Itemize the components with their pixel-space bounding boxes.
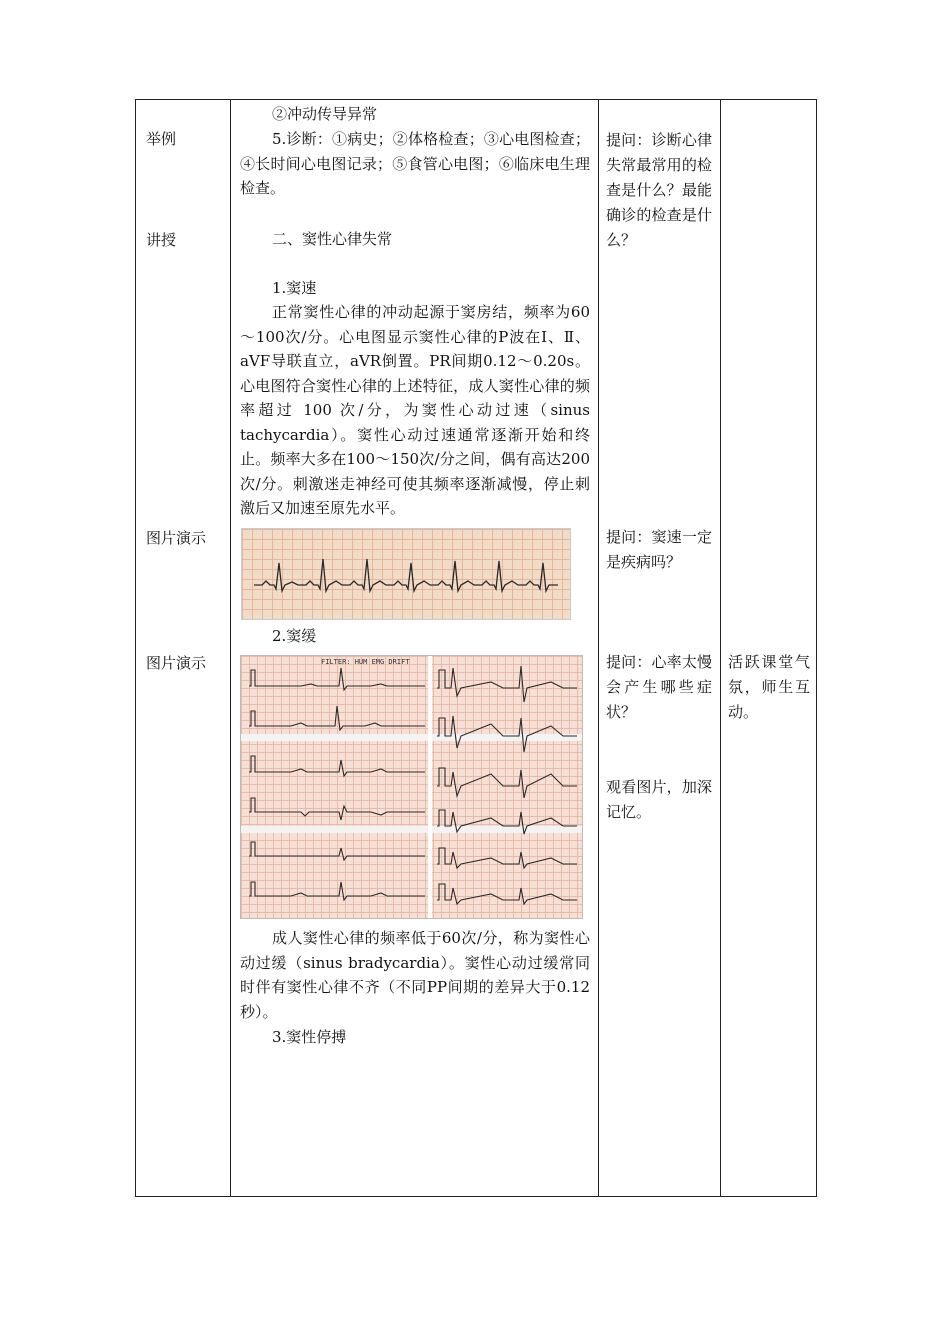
conduction-line: ②冲动传导异常 (272, 105, 378, 123)
ecg-bradycardia-image (240, 655, 583, 919)
subsection-title-sinus-arrest: 3.窦性停搏 (272, 1028, 347, 1046)
ecg-tachycardia-image (241, 528, 571, 620)
diagnosis-paragraph: 5.诊断：①病史；②体格检查；③心电图检查；④长时间心电图记录；⑤食管心电图；⑥临床电生理检查。 (240, 130, 590, 197)
subsection-title-bradycardia: 2.窦缓 (272, 627, 317, 645)
subsection-title-tachycardia: 1.窦速 (272, 279, 317, 297)
activity-column (721, 100, 817, 1196)
question-tachycardia: 提问：窦速一定是疾病吗？ (606, 528, 712, 571)
activity-note: 活跃课堂气氛，师生互动。 (728, 653, 810, 721)
label-picture-demo: 图片演示 (146, 529, 207, 547)
section-title: 二、窦性心律失常 (272, 230, 393, 248)
label-picture-demo: 图片演示 (146, 654, 207, 672)
method-column (136, 100, 230, 1196)
question-bradycardia: 提问：心率太慢会产生哪些症状？ (606, 653, 712, 721)
label-lecture: 讲授 (146, 231, 177, 249)
tachycardia-paragraph: 正常窦性心律的冲动起源于窦房结，频率为60～100次/分。心电图显示窦性心律的P波在I、Ⅱ、aVF导联直立，aVR倒置。PR间期0.12～0.20s。心电图符合窦性心律的上述特征，成人窦性心律的频率超过 100 次/分，为窦性心动过速（sinus tachycardia）。窦性心动过速通常逐渐开始和终止。频率大多在100～150次/分之间，偶有高达200次/分。刺激迷走神经可使其频率逐渐减慢，停止刺激后又加速至原先水平。 (240, 303, 590, 517)
ecg-header-text: FILTER: HUM EMG DRIFT (321, 658, 410, 666)
content-column (231, 100, 598, 1196)
bradycardia-paragraph: 成人窦性心律的频率低于60次/分，称为窦性心动过缓（sinus bradycardia）。窦性心动过缓常同时伴有窦性心律不齐（不同PP间期的差异大于0.12秒）。 (240, 929, 590, 1021)
label-example: 举例 (146, 130, 177, 148)
question-diagnosis: 提问：诊断心律失常最常用的检查是什么？最能确诊的检查是什么？ (606, 131, 712, 249)
instruction-observe: 观看图片，加深记忆。 (606, 778, 712, 821)
lesson-table (135, 99, 817, 1197)
question-column (599, 100, 720, 1196)
